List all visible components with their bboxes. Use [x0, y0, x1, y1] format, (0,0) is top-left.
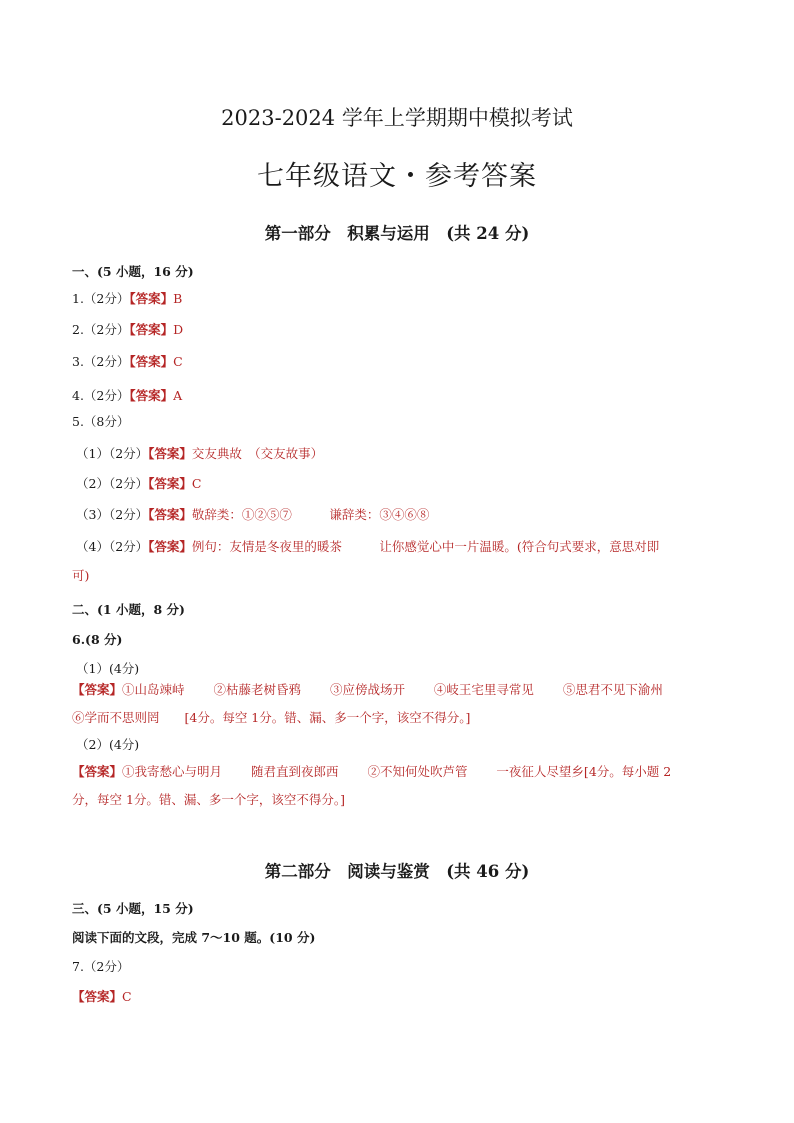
part2-title: 第二部分 阅读与鉴赏 (共 46 分)	[264, 862, 530, 881]
question-number: 2.（2分）	[72, 322, 130, 337]
answer-tag: 【答案】	[72, 764, 123, 779]
answer-text: C	[191, 476, 202, 491]
question-6-number: 6.(8 分)	[72, 632, 123, 647]
question-number: 3.（2分）	[72, 354, 130, 369]
question-5-sub4	[76, 537, 659, 555]
answer-tag: 【答案】	[148, 539, 192, 554]
answer-text: 例句：友情是冬夜里的暖茶 让你感觉心中一片温暖。(符合句式要求，意思对即	[191, 539, 660, 554]
question-6-sub2-continued: 分，每空 1分。错、漏、多一个字，该空不得分。]	[72, 792, 346, 807]
answer-tag: 【答案】	[72, 682, 123, 697]
answer-text: 交友典故 （交友故事）	[191, 446, 324, 461]
question-6-sub2-number: （2）(4分)	[76, 737, 140, 752]
answer-tag: 【答案】	[129, 354, 174, 369]
answer-tag: 【答案】	[129, 291, 174, 306]
question-5-sub4-continued: 可)	[72, 568, 90, 583]
question-7-number: 7.（2分）	[72, 959, 130, 974]
question-6-sub1-number: （1）(4分)	[76, 661, 140, 676]
answer-text: 敬辞类：①②⑤⑦ 谦辞类：③④⑥⑧	[191, 507, 430, 522]
exam-title: 2023-2024 学年上学期期中模拟考试	[221, 106, 573, 130]
answer-text: D	[173, 322, 184, 337]
question-3	[72, 352, 183, 370]
question-4	[72, 386, 182, 404]
question-number: （2）（2分）	[76, 476, 149, 491]
question-2	[72, 320, 183, 338]
answer-text: B	[173, 291, 183, 306]
section2-heading: 二、(1 小题，8 分)	[72, 602, 185, 617]
question-7-answer	[72, 987, 132, 1005]
answer-tag: 【答案】	[72, 989, 123, 1004]
question-number: 4.（2分）	[72, 388, 130, 403]
answer-text: ①山岛竦峙 ②枯藤老树昏鸦 ③应傍战场开 ④岐王宅里寻常见 ⑤思君不见下渝州	[122, 682, 663, 697]
question-5-sub2	[76, 474, 202, 492]
question-6-sub1-continued: ⑥学而不思则罔 [4分。每空 1分。错、漏、多一个字，该空不得分。]	[72, 710, 471, 725]
question-number: （4）（2分）	[76, 539, 149, 554]
answer-tag: 【答案】	[148, 476, 192, 491]
answer-tag: 【答案】	[148, 507, 192, 522]
question-number: 1.（2分）	[72, 291, 130, 306]
question-5-sub1	[76, 444, 323, 462]
question-1	[72, 289, 182, 307]
question-5-number: 5.（8分）	[72, 414, 130, 429]
question-number: （1）（2分）	[76, 446, 149, 461]
question-5-sub3	[76, 505, 429, 523]
question-6-sub2-answer	[72, 762, 671, 780]
section3-heading: 三、(5 小题，15 分)	[72, 901, 194, 916]
part1-title: 第一部分 积累与运用 (共 24 分)	[264, 224, 530, 243]
answer-text: C	[173, 354, 183, 369]
answer-tag: 【答案】	[129, 388, 174, 403]
answer-text: ①我寄愁心与明月 随君直到夜郎西 ②不知何处吹芦管 一夜征人尽望乡[4分。每小题 2	[122, 764, 672, 779]
section3-instruction: 阅读下面的文段，完成 7～10 题。(10 分)	[72, 930, 316, 945]
answer-tag: 【答案】	[148, 446, 192, 461]
answer-text: A	[173, 388, 183, 403]
answer-tag: 【答案】	[129, 322, 174, 337]
question-6-sub1-answer	[72, 680, 663, 698]
subject-title: 七年级语文・参考答案	[257, 161, 537, 192]
section1-heading: 一、(5 小题，16 分)	[72, 264, 194, 279]
answer-text: C	[122, 989, 132, 1004]
question-number: （3）（2分）	[76, 507, 149, 522]
